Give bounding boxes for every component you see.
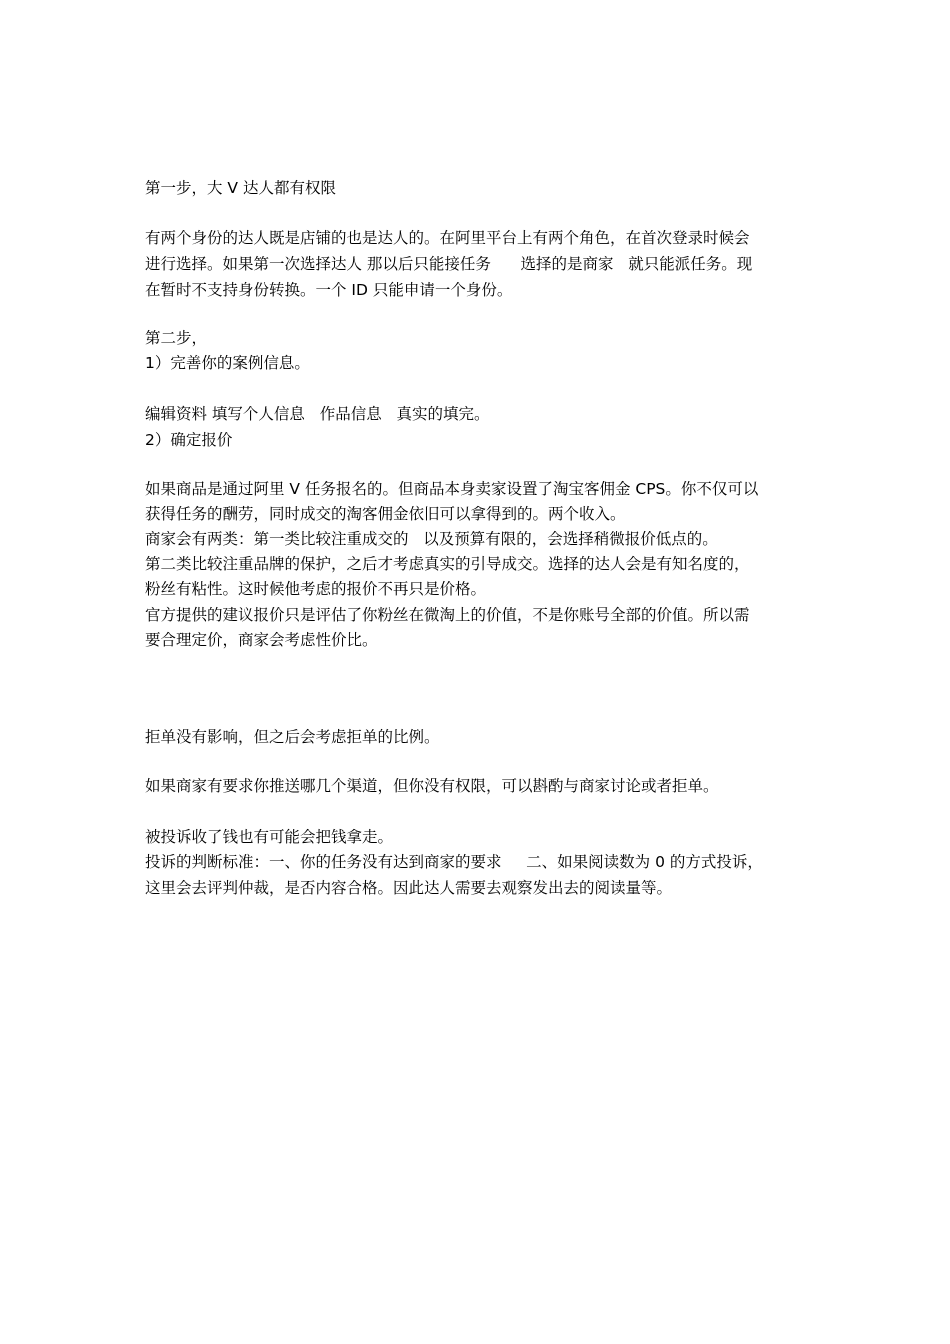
paragraph-line: 投诉的判断标准：一、你的任务没有达到商家的要求 二、如果阅读数为 0 的方式投诉， [145, 853, 763, 871]
paragraph-line: 如果商品是通过阿里 V 任务报名的。但商品本身卖家设置了淘宝客佣金 CPS。你不仅可以 [145, 480, 759, 498]
list-item: 2）确定报价 [145, 431, 233, 449]
list-item: 1）完善你的案例信息。 [145, 354, 310, 372]
paragraph-line: 这里会去评判仲裁，是否内容合格。因此达人需要去观察发出去的阅读量等。 [145, 879, 673, 897]
paragraph-line: 粉丝有粘性。这时候他考虑的报价不再只是价格。 [145, 580, 487, 598]
paragraph-line: 商家会有两类：第一类比较注重成交的 以及预算有限的，会选择稍微报价低点的。 [145, 530, 718, 548]
step-two-heading: 第二步， [145, 329, 208, 347]
paragraph-line: 有两个身份的达人既是店铺的也是达人的。在阿里平台上有两个角色，在首次登录时候会 [145, 229, 750, 247]
paragraph-line: 要合理定价，商家会考虑性价比。 [145, 631, 378, 649]
paragraph-line: 编辑资料 填写个人信息 作品信息 真实的填完。 [145, 405, 490, 423]
paragraph-line: 第二类比较注重品牌的保护，之后才考虑真实的引导成交。选择的达人会是有知名度的， [145, 555, 750, 573]
paragraph-line: 官方提供的建议报价只是评估了你粉丝在微淘上的价值，不是你账号全部的价值。所以需 [145, 606, 750, 624]
step-one-heading: 第一步，大 V 达人都有权限 [145, 179, 336, 197]
paragraph-line: 如果商家有要求你推送哪几个渠道，但你没有权限，可以斟酌与商家讨论或者拒单。 [145, 777, 719, 795]
paragraph-line: 在暂时不支持身份转换。一个 ID 只能申请一个身份。 [145, 281, 513, 299]
paragraph-line: 获得任务的酬劳，同时成交的淘客佣金依旧可以拿得到的。两个收入。 [145, 505, 626, 523]
paragraph-line: 进行选择。如果第一次选择达人 那以后只能接任务 选择的是商家 就只能派任务。现 [145, 255, 753, 273]
paragraph-line: 被投诉收了钱也有可能会把钱拿走。 [145, 828, 394, 846]
paragraph-line: 拒单没有影响，但之后会考虑拒单的比例。 [145, 728, 440, 746]
